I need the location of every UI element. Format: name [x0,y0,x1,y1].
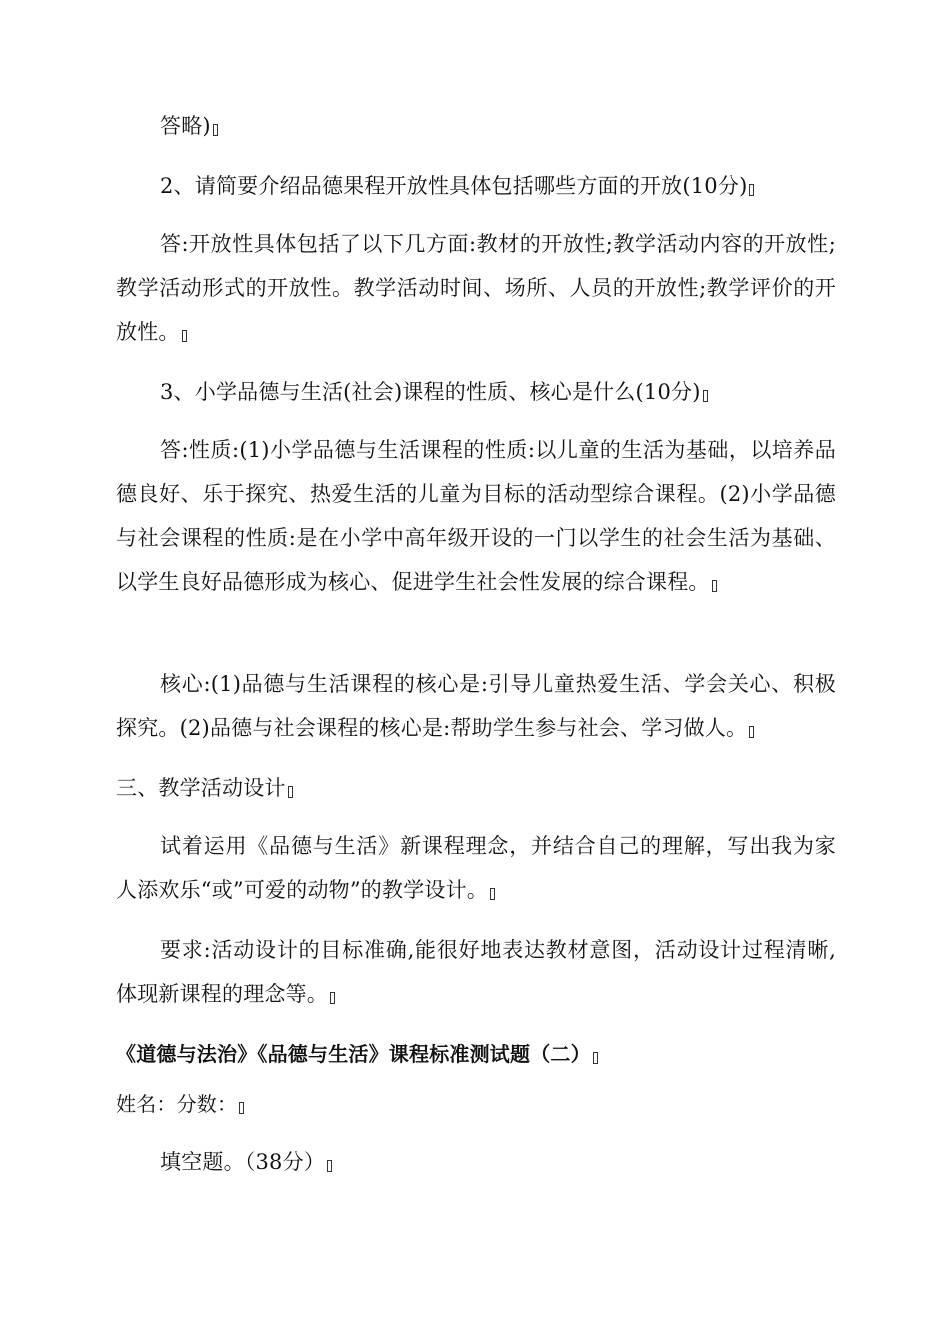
answer-3-nature [116,428,836,604]
question-2 [116,164,836,208]
paragraph-text: 3、小学品德与生活(社会)课程的性质、核心是什么(10分) [160,380,701,404]
paragraph-text: 要求:活动设计的目标准确,能很好地表达教材意图，活动设计过程清晰,体现新课程的理念等。 [116,938,836,1006]
paragraph-text: 答:开放性具体包括了以下几方面:教材的开放性;教学活动内容的开放性;教学活动形式的开放性。教学活动时间、场所、人员的开放性;教学评价的开放性。 [116,232,836,344]
paragraph-mark-icon [712,580,717,592]
paragraph-text: 姓名：分数： [116,1092,238,1116]
test-title [116,1032,836,1076]
paragraph-text: 答:性质:(1)小学品德与生活课程的性质:以儿童的生活为基础，以培养品德良好、乐于探究、热爱生活的儿童为目标的活动型综合课程。(2)小学品德与社会课程的性质:是在小学中高年级开设的一门以学生的社会生活为基础、以学生良好品德形成为核心、促进学生社会性发展的综合课程。 [116,438,836,594]
design-task [116,824,836,912]
paragraph-text: 《道德与法治》《品德与生活》课程标准测试题（二） [116,1042,591,1066]
paragraph-mark-icon [490,888,495,900]
paragraph-text: 试着运用《品德与生活》新课程理念，并结合自己的理解，写出我为家人添欢乐“或”可爱的动物”的教学设计。 [116,834,836,902]
paragraph-mark-icon [703,390,708,402]
name-score-line [116,1082,836,1126]
paragraph-mark-icon [327,1160,332,1172]
answer-3-core [116,662,836,750]
paragraph-text: 2、请简要介绍品德果程开放性具体包括哪些方面的开放(10分) [160,174,748,198]
paragraph-text: 答略) [160,114,211,138]
paragraph-text: 填空题。（38分） [160,1150,326,1174]
paragraph-text: 核心:(1)品德与生活课程的核心是:引导儿童热爱生活、学会关心、积极探究。(2)品德与社会课程的核心是:帮助学生参与社会、学习做人。 [116,672,836,740]
answer-2 [116,222,836,354]
paragraph-mark-icon [239,1102,244,1114]
design-requirements [116,928,836,1016]
section-heading-3 [116,766,836,810]
paragraph-mark-icon [593,1052,598,1064]
paragraph-mark-icon [749,726,754,738]
paragraph-mark-icon [182,330,187,342]
question-3 [116,370,836,414]
paragraph-mark-icon [330,992,335,1004]
fill-in-blank-heading [116,1140,836,1184]
paragraph-mark-icon [288,786,293,798]
paragraph-text: 三、教学活动设计 [116,776,286,800]
paragraph-mark-icon [749,184,754,196]
paragraph-answer-omitted [116,104,836,148]
paragraph-mark-icon [213,124,218,136]
